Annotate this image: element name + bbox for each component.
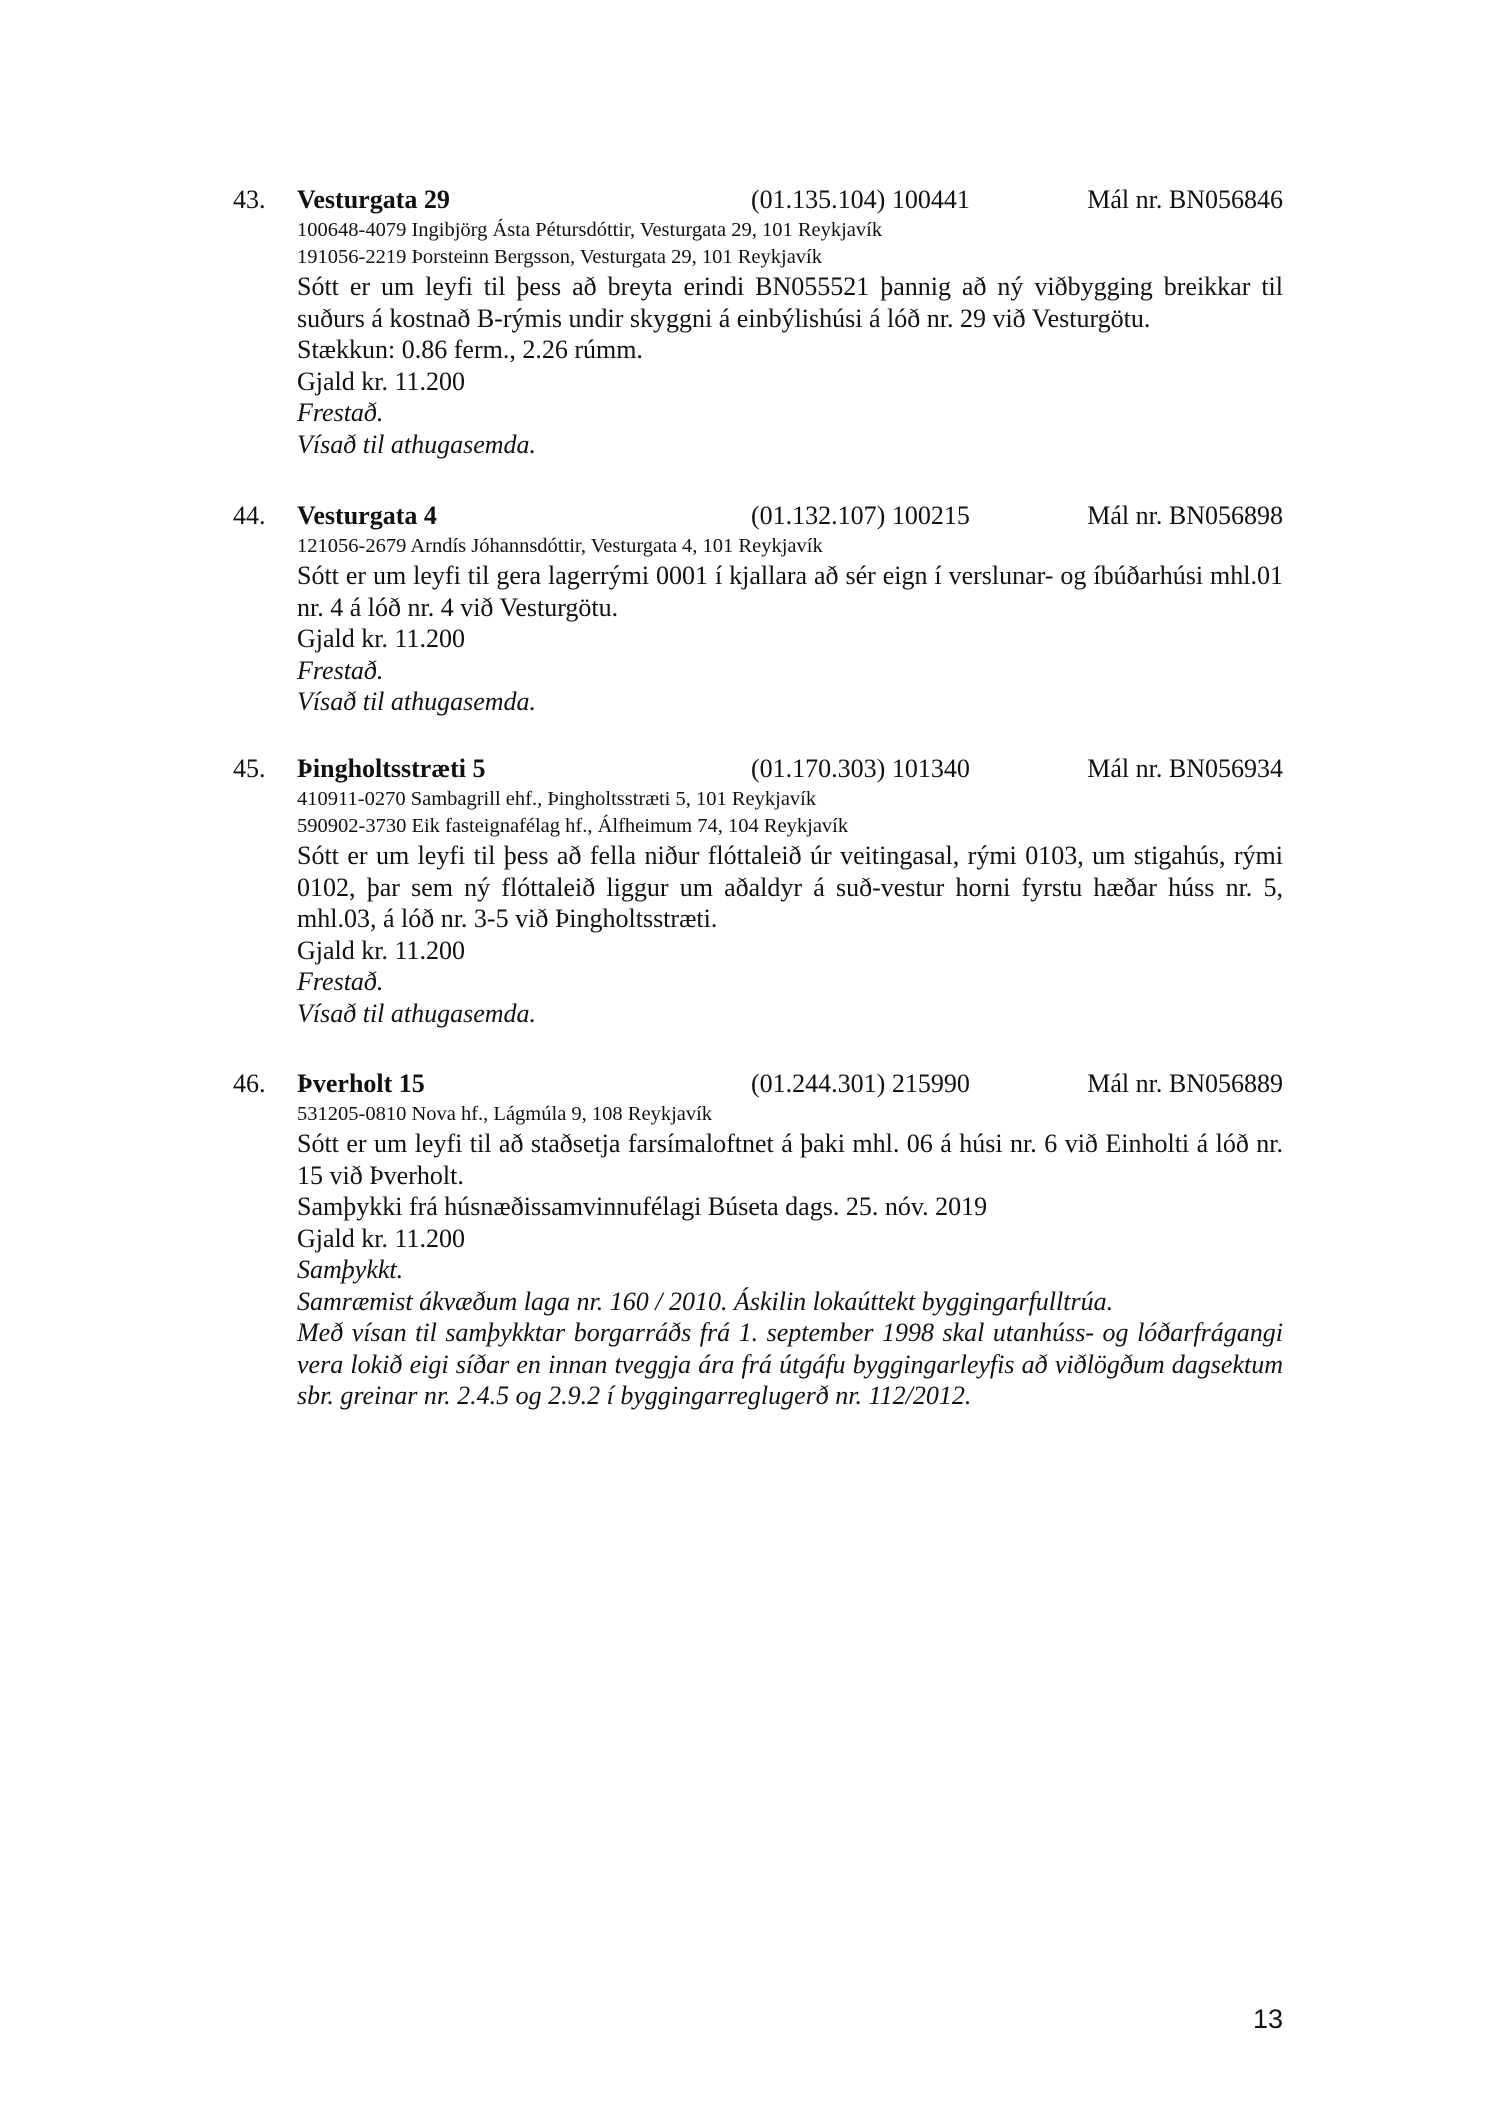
item-description: Sótt er um leyfi til að staðsetja farsímaloftnet á þaki mhl. 06 á húsi nr. 6 við Einholti á lóð nr. 15 við Þverholt.	[297, 1129, 1283, 1190]
item-address: Vesturgata 4	[297, 501, 437, 530]
item-header	[233, 499, 1283, 533]
item-decision: Frestað.	[297, 967, 384, 996]
item-case-number: Mál nr. BN056934	[1087, 754, 1283, 783]
item-note: Samræmist ákvæðum laga nr. 160 / 2010. Áskilin lokaúttekt byggingarfulltrúa.	[297, 1286, 1114, 1316]
item-case-number: Mál nr. BN056846	[1087, 185, 1283, 214]
item-land-number: (01.170.303) 101340	[751, 754, 970, 783]
item-fee: Gjald kr. 11.200	[297, 1223, 466, 1253]
item-fee: Gjald kr. 11.200	[297, 624, 466, 653]
item-body	[297, 1101, 1283, 1412]
page-number: 13	[1252, 2004, 1283, 2034]
item-body	[297, 533, 1283, 718]
item-header	[233, 183, 1283, 217]
owner-line: 191056-2219 Þorsteinn Bergsson, Vesturgata 29, 101 Reykjavík	[297, 246, 823, 268]
item-fee: Gjald kr. 11.200	[297, 366, 466, 396]
item-note: Vísað til athugasemda.	[297, 687, 537, 716]
item-note: Vísað til athugasemda.	[297, 998, 537, 1028]
item-description: Sótt er um leyfi til þess að breyta erindi BN055521 þannig að ný viðbygging breikkar til suðurs á kostnað B-rýmis undir skyggni á einbýlishúsi á lóð nr. 29 við Vesturgötu.	[297, 272, 1283, 333]
owner-line: 100648-4079 Ingibjörg Ásta Pétursdóttir, Vesturgata 29, 101 Reykjavík	[297, 219, 883, 241]
item-case-number: Mál nr. BN056889	[1087, 1069, 1283, 1098]
agenda-item-43	[233, 183, 1283, 460]
item-land-number: (01.132.107) 100215	[751, 501, 970, 530]
item-body	[297, 217, 1283, 460]
item-land-number: (01.244.301) 215990	[751, 1069, 970, 1098]
agenda-item-45	[233, 752, 1283, 1029]
item-header	[233, 752, 1283, 786]
owner-line: 121056-2679 Arndís Jóhannsdóttir, Vesturgata 4, 101 Reykjavík	[297, 535, 823, 557]
item-number: 44.	[233, 501, 266, 530]
item-fee: Gjald kr. 11.200	[297, 935, 466, 965]
agenda-item-46	[233, 1067, 1283, 1412]
item-address: Þingholtsstræti 5	[297, 754, 486, 783]
item-note: Með vísan til samþykktar borgarráðs frá 1. september 1998 skal utanhúss- og lóðarfrágangi vera lokið eigi síðar en innan tveggja ára frá útgáfu byggingarleyfis að viðlögðum dagsektum sbr. greinar nr. 2.4.5 og 2.9.2 í byggingarreglugerð nr. 112/2012.	[297, 1318, 1283, 1410]
item-extra: Samþykki frá húsnæðissamvinnufélagi Búseta dags. 25. nóv. 2019	[297, 1192, 988, 1221]
item-address: Vesturgata 29	[297, 185, 450, 214]
item-note: Vísað til athugasemda.	[297, 429, 537, 459]
item-extra: Stækkun: 0.86 ferm., 2.26 rúmm.	[297, 335, 643, 364]
item-decision: Frestað.	[297, 398, 384, 427]
owner-line: 590902-3730 Eik fasteignafélag hf., Álfheimum 74, 104 Reykjavík	[297, 815, 849, 837]
agenda-item-44	[233, 499, 1283, 718]
item-number: 45.	[233, 754, 266, 783]
item-decision: Samþykkt.	[297, 1255, 404, 1284]
item-header	[233, 1067, 1283, 1101]
item-number: 43.	[233, 185, 266, 214]
item-body	[297, 786, 1283, 1029]
item-description: Sótt er um leyfi til gera lagerrými 0001 í kjallara að sér eign í verslunar- og íbúðarhúsi mhl.01 nr. 4 á lóð nr. 4 við Vesturgötu.	[297, 561, 1283, 622]
item-description: Sótt er um leyfi til þess að fella niður flóttaleið úr veitingasal, rými 0103, um stigahús, rými 0102, þar sem ný flóttaleið liggur um aðaldyr á suð-vestur horni fyrstu hæðar húss nr. 5, mhl.03, á lóð nr. 3-5 við Þingholtsstræti.	[297, 841, 1283, 933]
owner-line: 531205-0810 Nova hf., Lágmúla 9, 108 Reykjavík	[297, 1103, 713, 1125]
item-land-number: (01.135.104) 100441	[751, 185, 970, 214]
item-case-number: Mál nr. BN056898	[1087, 501, 1283, 530]
item-decision: Frestað.	[297, 655, 384, 685]
owner-line: 410911-0270 Sambagrill ehf., Þingholtsstræti 5, 101 Reykjavík	[297, 788, 817, 810]
item-number: 46.	[233, 1069, 266, 1098]
item-address: Þverholt 15	[297, 1069, 425, 1098]
